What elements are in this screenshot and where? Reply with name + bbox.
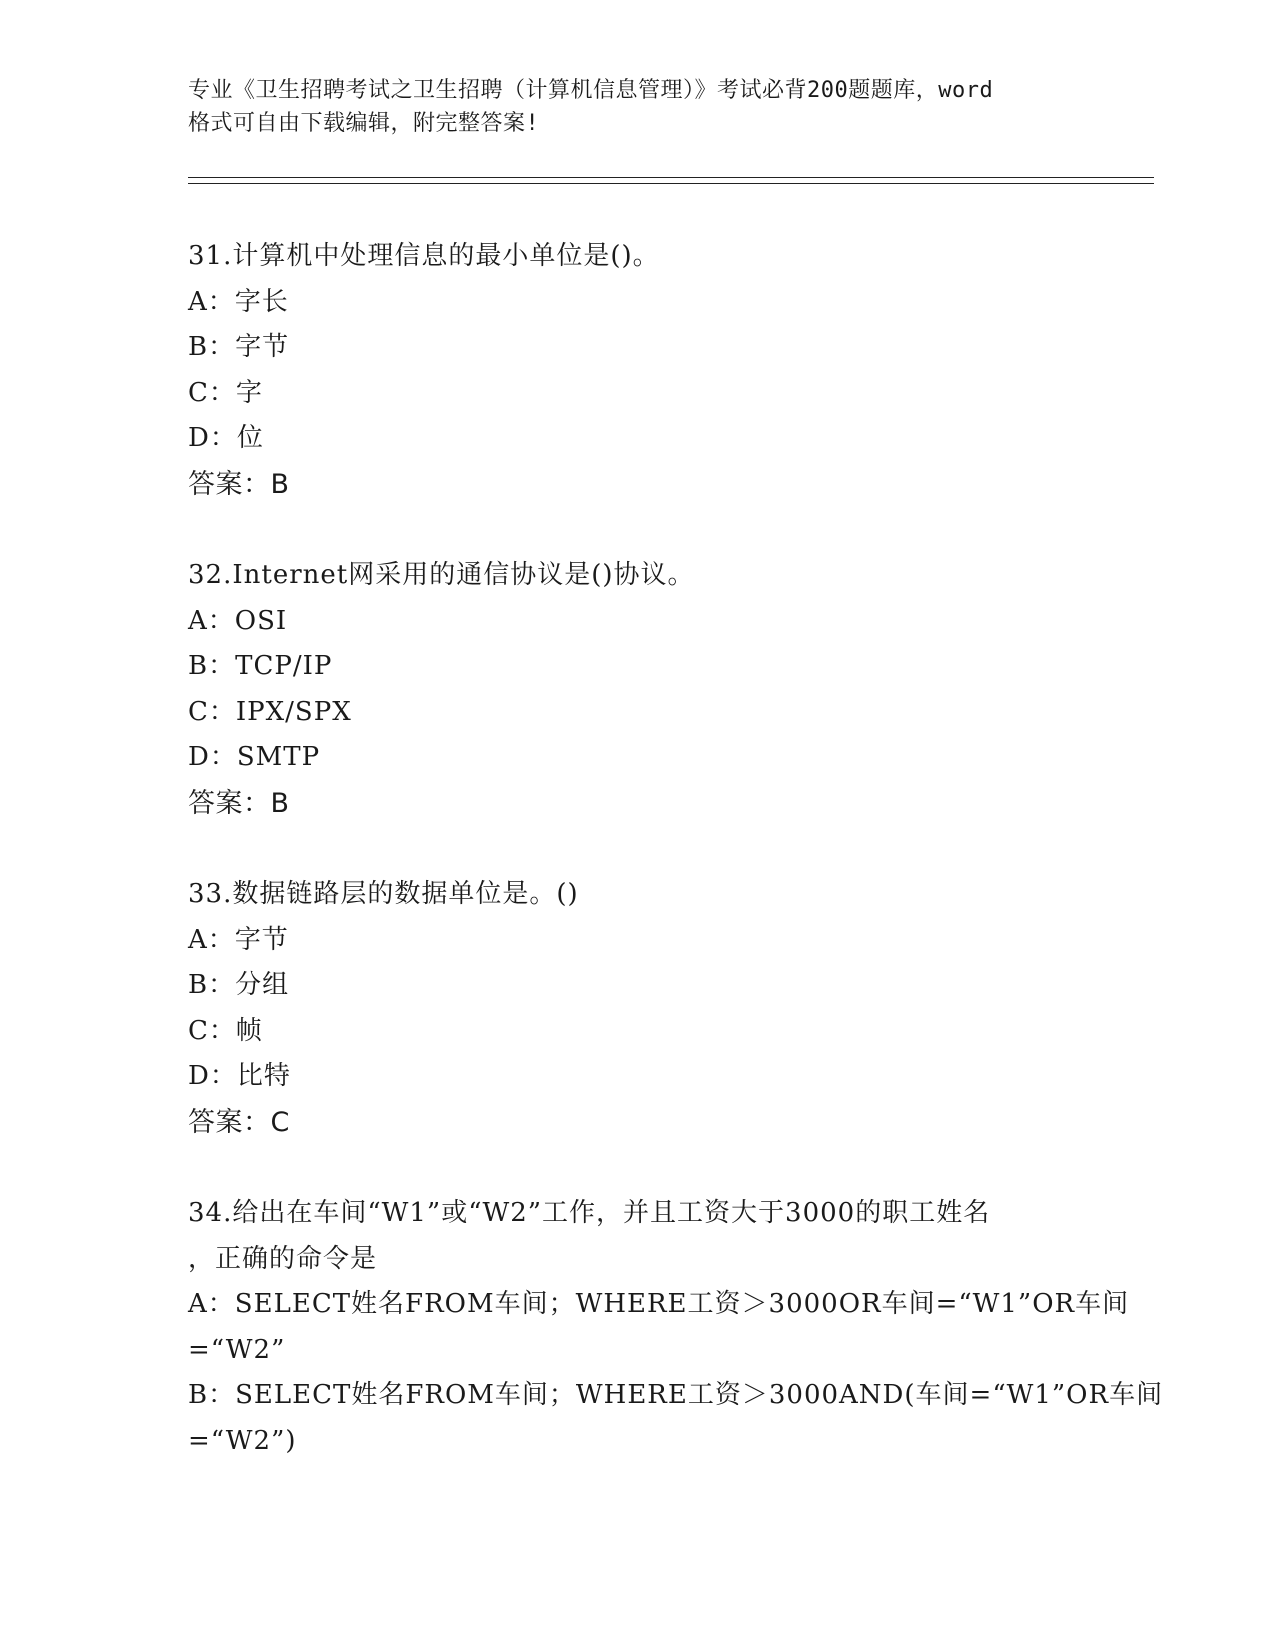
question-34 xyxy=(188,1191,1164,1464)
option-b: B：分组 xyxy=(188,970,290,1000)
header-divider-bottom xyxy=(188,183,1154,184)
option-c: C：字 xyxy=(188,377,263,408)
option-c: C：IPX/SPX xyxy=(188,696,352,727)
option-a: A：字节 xyxy=(188,924,289,955)
question-stem: 33.数据链路层的数据单位是。() xyxy=(188,879,579,909)
option-b: B：字节 xyxy=(188,332,290,362)
option-c: C：帧 xyxy=(188,1015,263,1046)
answer: 答案：B xyxy=(188,787,290,819)
header-line-1: 专业《卫生招聘考试之卫生招聘（计算机信息管理）》考试必背200题题库，word xyxy=(188,78,994,103)
answer: 答案：C xyxy=(188,1106,290,1138)
answer: 答案：B xyxy=(188,468,290,500)
question-32 xyxy=(188,553,1088,826)
option-b-line-2: =“W2”) xyxy=(188,1425,297,1456)
option-d: D：位 xyxy=(188,423,264,453)
header-divider-top xyxy=(188,177,1154,178)
question-stem-line-2: ，正确的命令是 xyxy=(188,1243,378,1274)
question-31 xyxy=(188,234,1088,507)
option-a: A：字长 xyxy=(188,286,289,317)
header-line-2: 格式可自由下载编辑，附完整答案! xyxy=(188,111,540,136)
option-a-line-1: A：SELECT姓名FROM车间；WHERE工资＞3000OR车间=“W1”OR车间 xyxy=(188,1289,1130,1319)
option-b: B：TCP/IP xyxy=(188,651,333,681)
question-stem: 31.计算机中处理信息的最小单位是()。 xyxy=(188,241,660,271)
option-d: D：SMTP xyxy=(188,742,321,772)
question-33 xyxy=(188,872,1088,1145)
option-d: D：比特 xyxy=(188,1061,291,1091)
option-b-line-1: B：SELECT姓名FROM车间；WHERE工资＞3000AND(车间=“W1”OR车间 xyxy=(188,1380,1164,1410)
option-a-line-2: =“W2” xyxy=(188,1334,286,1365)
document-header xyxy=(188,74,1088,140)
question-stem: 32.Internet网采用的通信协议是()协议。 xyxy=(188,560,695,590)
option-a: A：OSI xyxy=(188,605,288,636)
question-stem-line-1: 34.给出在车间“W1”或“W2”工作，并且工资大于3000的职工姓名 xyxy=(188,1198,991,1228)
